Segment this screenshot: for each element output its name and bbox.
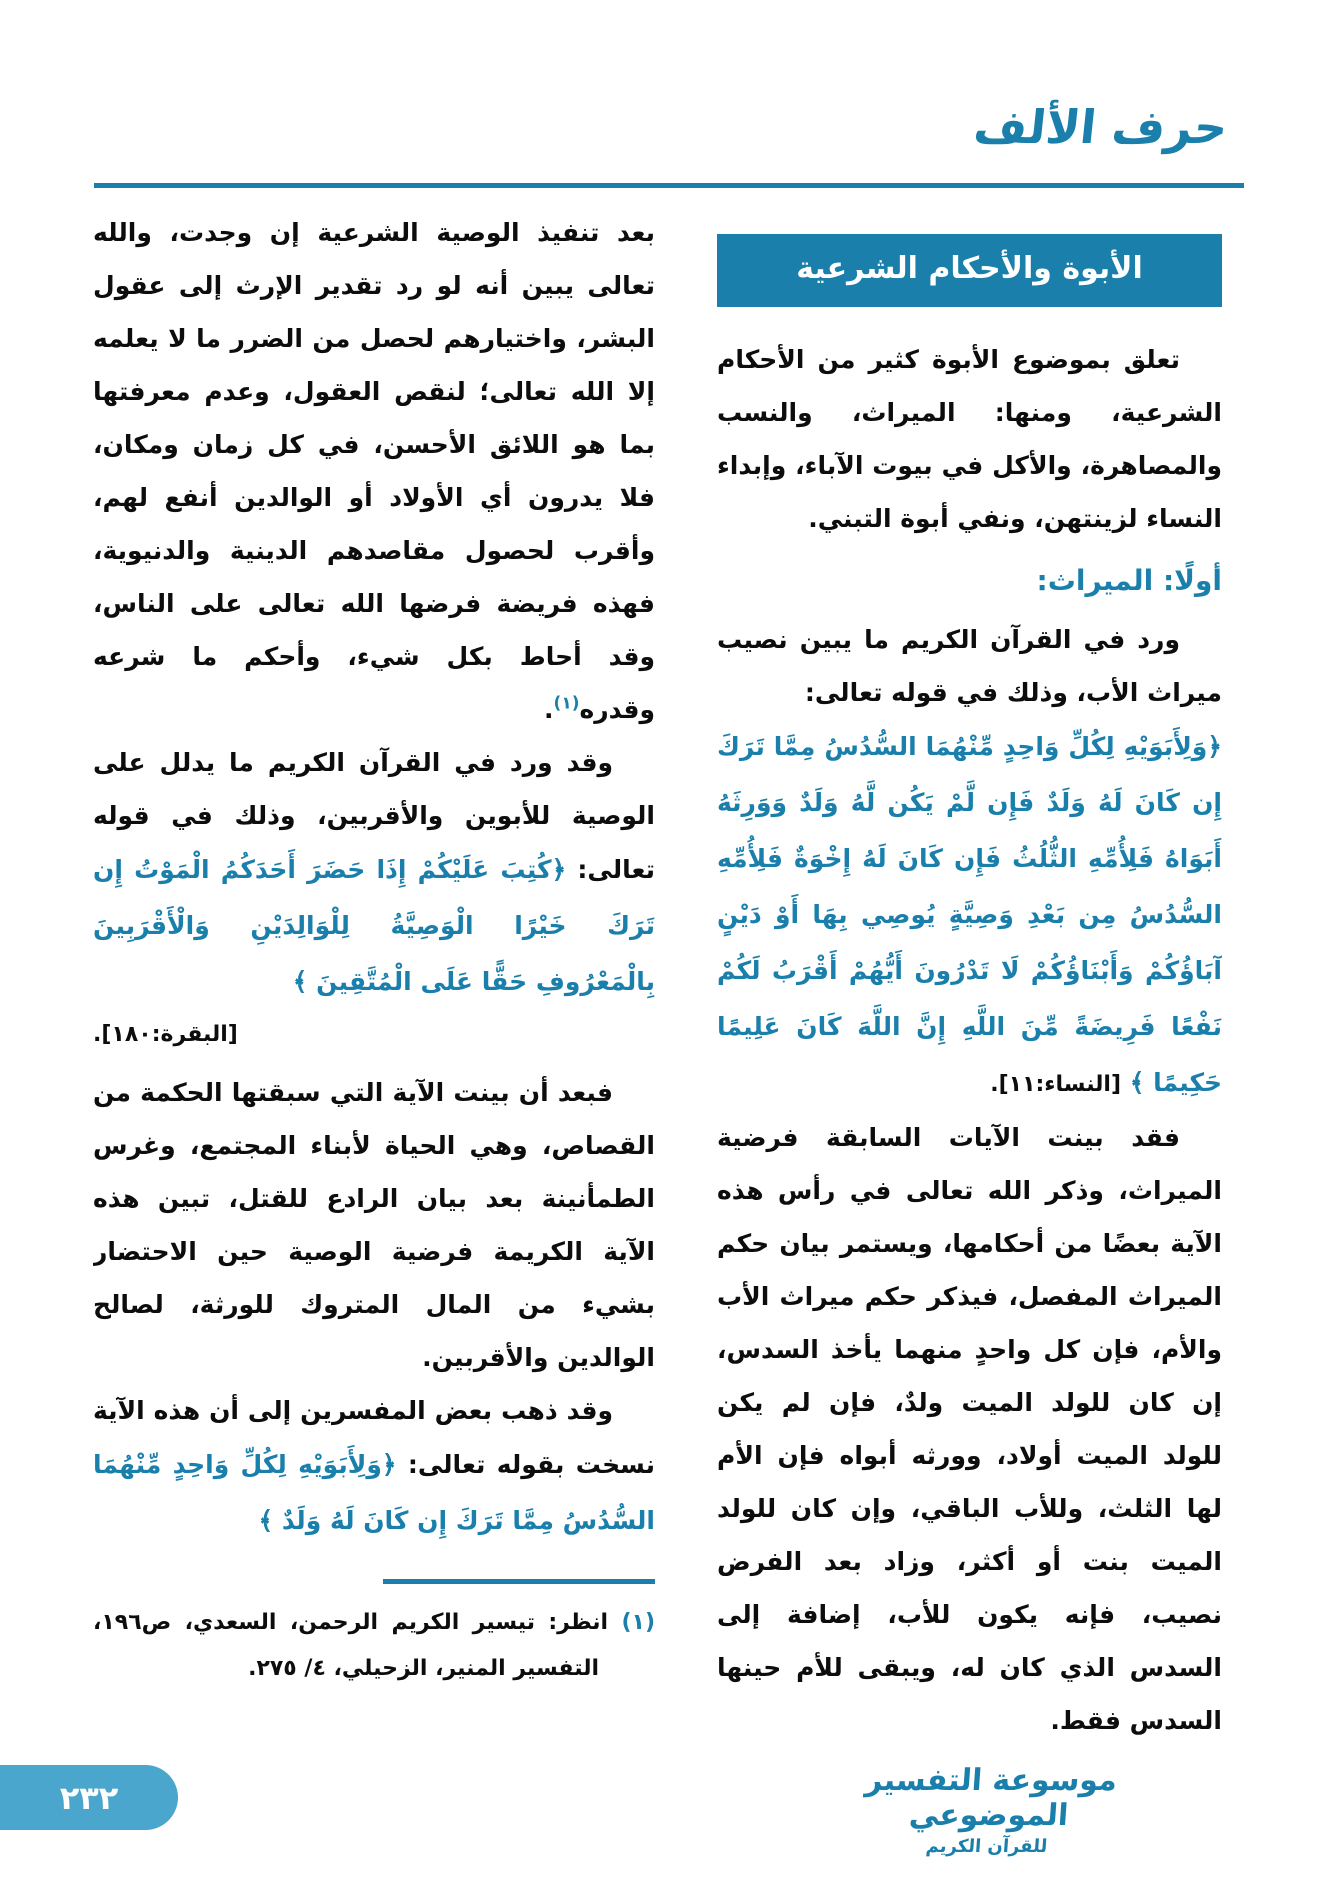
header-divider-line bbox=[94, 183, 1244, 188]
page-number-badge: ٢٣٢ bbox=[0, 1765, 178, 1830]
verse-naskh-text: ﴿وَلِأَبَوَيْهِ لِكُلِّ وَاحِدٍ مِّنْهُمَا السُّدُسُ مِمَّا تَرَكَ إِن كَانَ لَهُ وَلَدٌ ﴾ bbox=[93, 1450, 655, 1535]
footnote-reference-marker: (١) bbox=[553, 693, 580, 714]
subheading-miras: أولًا: الميراث: bbox=[1036, 564, 1222, 597]
encyclopedia-subtitle: للقرآن الكريم bbox=[925, 1836, 1049, 1858]
verse-nisa-reference: [النساء:١١]. bbox=[990, 1072, 1122, 1097]
footnote-marker: (١) bbox=[608, 1610, 656, 1635]
publisher-logo bbox=[806, 1764, 1173, 1858]
continuation-text: بعد تنفيذ الوصية الشرعية إن وجدت، والله تعالى يبين أنه لو رد تقدير الإرث إلى عقول البشر، واختيارهم لحصل من الضرر ما لا يعلمه إلا الله تعالى؛ لنقص العقول، وعدم معرفتها بما هو اللائق الأحسن، في كل زمان ومكان، فلا يدرون أي الأولاد أو الوالدين أنفع لهم، وأقرب لحصول مقاصدهم الدينية والدنيوية، فهذه فريضة فرضها الله تعالى على الناس، وقد أحاط بكل شيء، وأحكم ما شرعه وقدره bbox=[93, 218, 655, 724]
paragraph-commentary-1: فقد بينت الآيات السابقة فرضية الميراث، وذكر الله تعالى في رأس هذه الآية بعضًا من أحكامها، ويستمر بيان حكم الميراث المفصل، فيذكر حكم ميراث الأب والأم، فإن كل واحدٍ منهما يأخذ السدس، إن كان للولد الميت ولدٌ، فإن لم يكن للولد الميت أولاد، وورثه أبواه فإن الأم لها الثلث، وللأب الباقي، وإن كان للولد الميت بنت أو أكثر، وزاد بعد الفرض نصيب، فإنه يكون للأب، إضافة إلى السدس الذي كان له، ويبقى للأم حينها السدس فقط. bbox=[717, 1123, 1222, 1735]
footnote-separator-line bbox=[383, 1579, 655, 1584]
section-title-box: الأبوة والأحكام الشرعية bbox=[717, 234, 1222, 307]
paragraph-commentary-left: فبعد أن بينت الآية التي سبقتها الحكمة من القصاص، وهي الحياة لأبناء المجتمع، وغرس الطمأنينة بعد بيان الرادع للقتل، تبين هذه الآية الكريمة فرضية الوصية حين الاحتضار بشيء من المال المتروك للورثة، لصالح الوالدين والأقربين. bbox=[93, 1078, 655, 1372]
footnote bbox=[93, 1600, 655, 1692]
quran-verse-nisa bbox=[717, 719, 1222, 1111]
verse-baqara-reference: [البقرة:١٨٠]. bbox=[93, 1022, 238, 1047]
column-right bbox=[717, 206, 1222, 1752]
footnote-text: انظر: تيسير الكريم الرحمن، السعدي، ص١٩٦، التفسير المنير، الزحيلي، ٤/ ٢٧٥. bbox=[93, 1610, 609, 1681]
encyclopedia-name: موسوعة التفسير الموضوعي bbox=[864, 1763, 1119, 1833]
naskh-lead-text: وقد ذهب بعض المفسرين إلى أن هذه الآية نسخت بقوله تعالى: bbox=[93, 1396, 655, 1479]
verse-nisa-text: ﴿وَلِأَبَوَيْهِ لِكُلِّ وَاحِدٍ مِّنْهُمَا السُّدُسُ مِمَّا تَرَكَ إِن كَانَ لَهُ وَلَدٌ فَإِن لَّمْ يَكُن لَّهُ وَلَدٌ وَوَرِثَهُ أَبَوَاهُ فَلِأُمِّهِ الثُّلُثُ فَإِن كَانَ لَهُ إِخْوَةٌ فَلِأُمِّهِ السُّدُسُ مِن بَعْدِ وَصِيَّةٍ يُوصِي بِهَا أَوْ دَيْنٍ آبَاؤُكُمْ وَأَبْنَاؤُكُمْ لَا تَدْرُونَ أَيُّهُمْ أَقْرَبُ لَكُمْ نَفْعًا فَرِيضَةً مِّنَ اللَّهِ إِنَّ اللَّهَ كَانَ عَلِيمًا حَكِيمًا ﴾ bbox=[717, 732, 1222, 1097]
wasiyya-lead-text: وقد ورد في القرآن الكريم ما يدلل على الوصية للأبوين والأقربين، وذلك في قوله تعالى: bbox=[93, 748, 655, 884]
continuation-period: . bbox=[544, 695, 554, 724]
verse-baqara-text: ﴿كُتِبَ عَلَيْكُمْ إِذَا حَضَرَ أَحَدَكُمُ الْمَوْتُ إِن تَرَكَ خَيْرًا الْوَصِيَّةُ لِلْوَالِدَيْنِ وَالْأَقْرَبِينَ بِالْمَعْرُوفِ حَقًّا عَلَى الْمُتَّقِينَ ﴾ bbox=[93, 855, 655, 996]
paragraph-commentary-2 bbox=[717, 1747, 1222, 1752]
paragraph-continuation bbox=[93, 206, 655, 736]
paragraph-wasiyya bbox=[93, 736, 655, 1010]
two-column-text bbox=[93, 206, 1222, 1752]
paragraph-lead-in bbox=[717, 613, 1222, 719]
paragraph-naskh bbox=[93, 1384, 655, 1549]
paragraph-intro: تعلق بموضوع الأبوة كثير من الأحكام الشرعية، ومنها: الميراث، والنسب والمصاهرة، والأكل في بيوت الآباء، وإبداء النساء لزينتهن، ونفي أبوة التبني. bbox=[717, 345, 1222, 533]
chapter-header: حرف الألف bbox=[970, 100, 1230, 154]
column-left bbox=[93, 206, 655, 1752]
lead-in-text: ورد في القرآن الكريم ما يبين نصيب ميراث الأب، وذلك في قوله تعالى: bbox=[717, 625, 1222, 707]
